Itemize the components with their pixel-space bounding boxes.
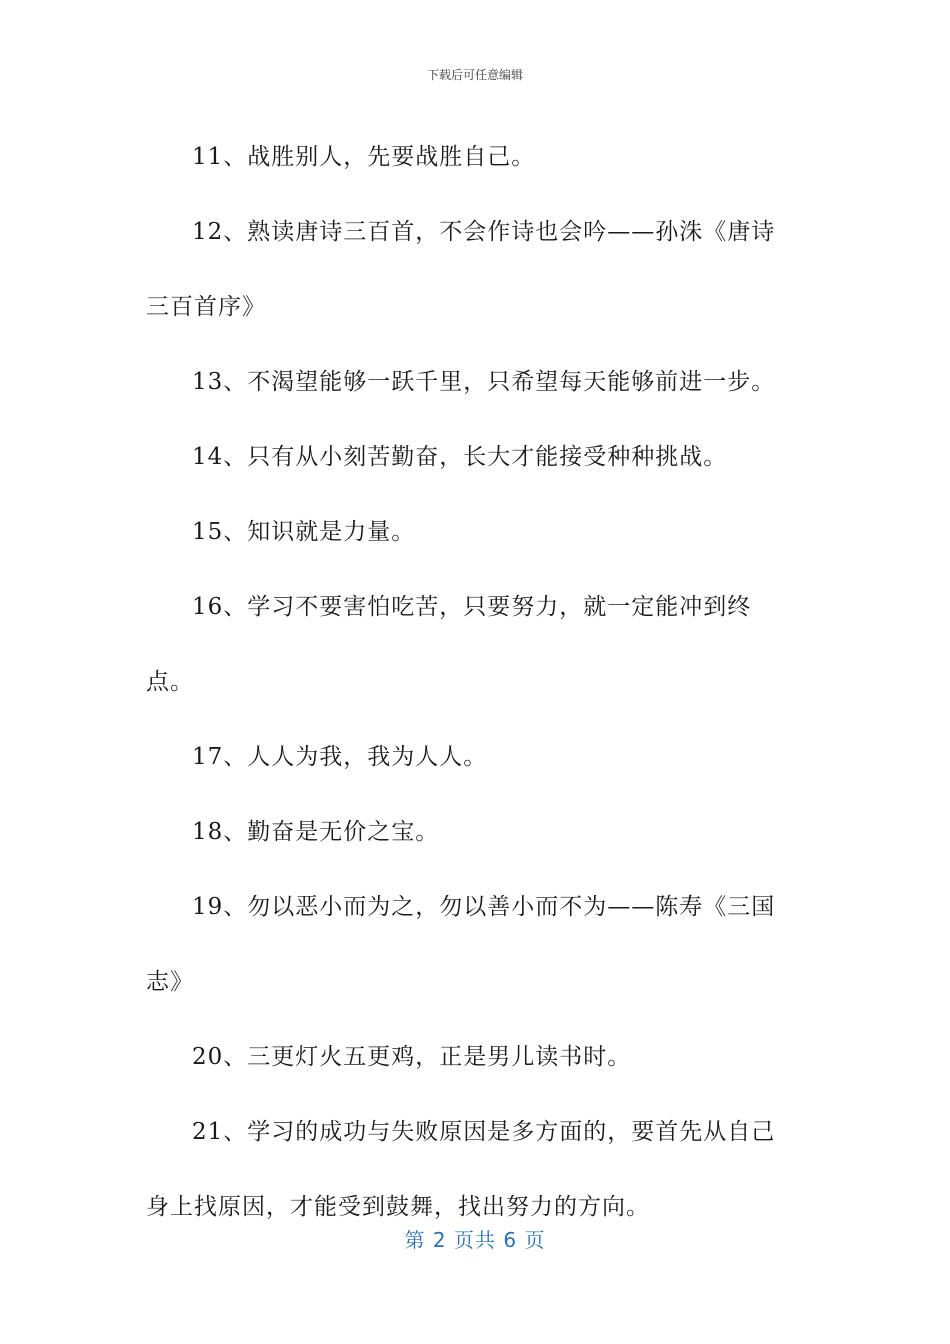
paragraph: 17、人人为我，我为人人。 (192, 744, 488, 770)
paragraph: 15、知识就是力量。 (192, 519, 416, 545)
footer-suffix: 页 (524, 1228, 546, 1252)
paragraph: 19、勿以恶小而为之，勿以善小而不为——陈寿《三国志》 (146, 894, 776, 995)
paragraph: 18、勤奋是无价之宝。 (192, 819, 440, 845)
footer-prefix: 第 (404, 1228, 426, 1252)
paragraph: 21、学习的成功与失败原因是多方面的，要首先从自己身上找原因，才能受到鼓舞，找出努力的方向。 (146, 1119, 776, 1220)
paragraph: 20、三更灯火五更鸡，正是男儿读书时。 (192, 1044, 632, 1070)
footer-total-pages: 6 (503, 1228, 518, 1252)
paragraph: 16、学习不要害怕吃苦，只要努力，就一定能冲到终点。 (146, 594, 752, 695)
footer-current-page: 2 (432, 1228, 447, 1252)
paragraph: 14、只有从小刻苦勤奋，长大才能接受种种挑战。 (192, 444, 728, 470)
paragraph: 11、战胜别人，先要战胜自己。 (192, 144, 536, 170)
page-number-footer (0, 1224, 950, 1253)
header-note: 下载后可任意编辑 (426, 68, 523, 82)
paragraph: 12、熟读唐诗三百首，不会作诗也会吟——孙洙《唐诗三百首序》 (146, 219, 776, 320)
footer-middle: 页共 (454, 1228, 496, 1252)
document-body (146, 120, 796, 1245)
paragraph: 13、不渴望能够一跃千里，只希望每天能够前进一步。 (192, 369, 776, 395)
